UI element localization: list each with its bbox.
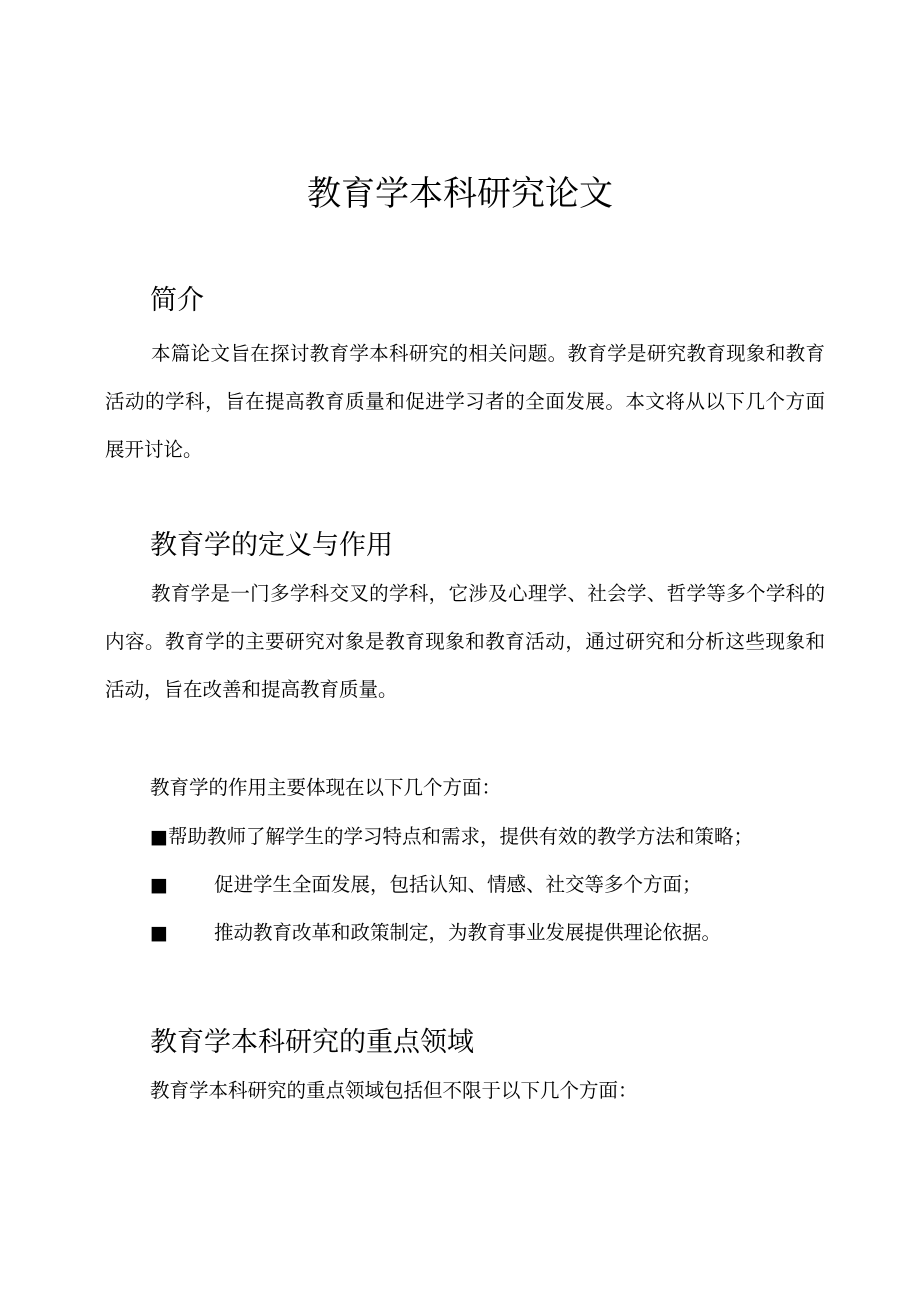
- role-list-intro: 教育学的作用主要体现在以下几个方面：: [150, 776, 502, 799]
- list-item-text: 推动教育改革和政策制定，为教育事业发展提供理论依据。: [214, 921, 722, 944]
- section-heading-focus-areas: 教育学本科研究的重点领域: [150, 1027, 474, 1058]
- section-heading-intro: 简介: [150, 285, 204, 316]
- list-item: [150, 868, 702, 902]
- list-item: [150, 820, 753, 854]
- bullet-square-icon: ■: [150, 922, 168, 944]
- document-title: 教育学本科研究论文: [307, 174, 613, 214]
- list-item-text: 帮助教师了解学生的学习特点和需求，提供有效的教学方法和策略；: [167, 825, 753, 848]
- list-item-text: 促进学生全面发展，包括认知、情感、社交等多个方面；: [214, 873, 702, 896]
- definition-paragraph: 教育学是一门多学科交叉的学科，它涉及心理学、社会学、哲学等多个学科的内容。教育学的主要研究对象是教育现象和教育活动，通过研究和分析这些现象和活动，旨在改善和提高教育质量。: [105, 582, 825, 701]
- section-heading-definition: 教育学的定义与作用: [150, 530, 393, 561]
- intro-paragraph: 本篇论文旨在探讨教育学本科研究的相关问题。教育学是研究教育现象和教育活动的学科，旨在提高教育质量和促进学习者的全面发展。本文将从以下几个方面展开讨论。: [105, 342, 825, 461]
- bullet-square-icon: ■: [150, 874, 168, 896]
- focus-areas-intro: 教育学本科研究的重点领域包括但不限于以下几个方面：: [150, 1079, 638, 1102]
- bullet-square-icon: ■: [150, 826, 168, 848]
- list-item: [150, 916, 721, 950]
